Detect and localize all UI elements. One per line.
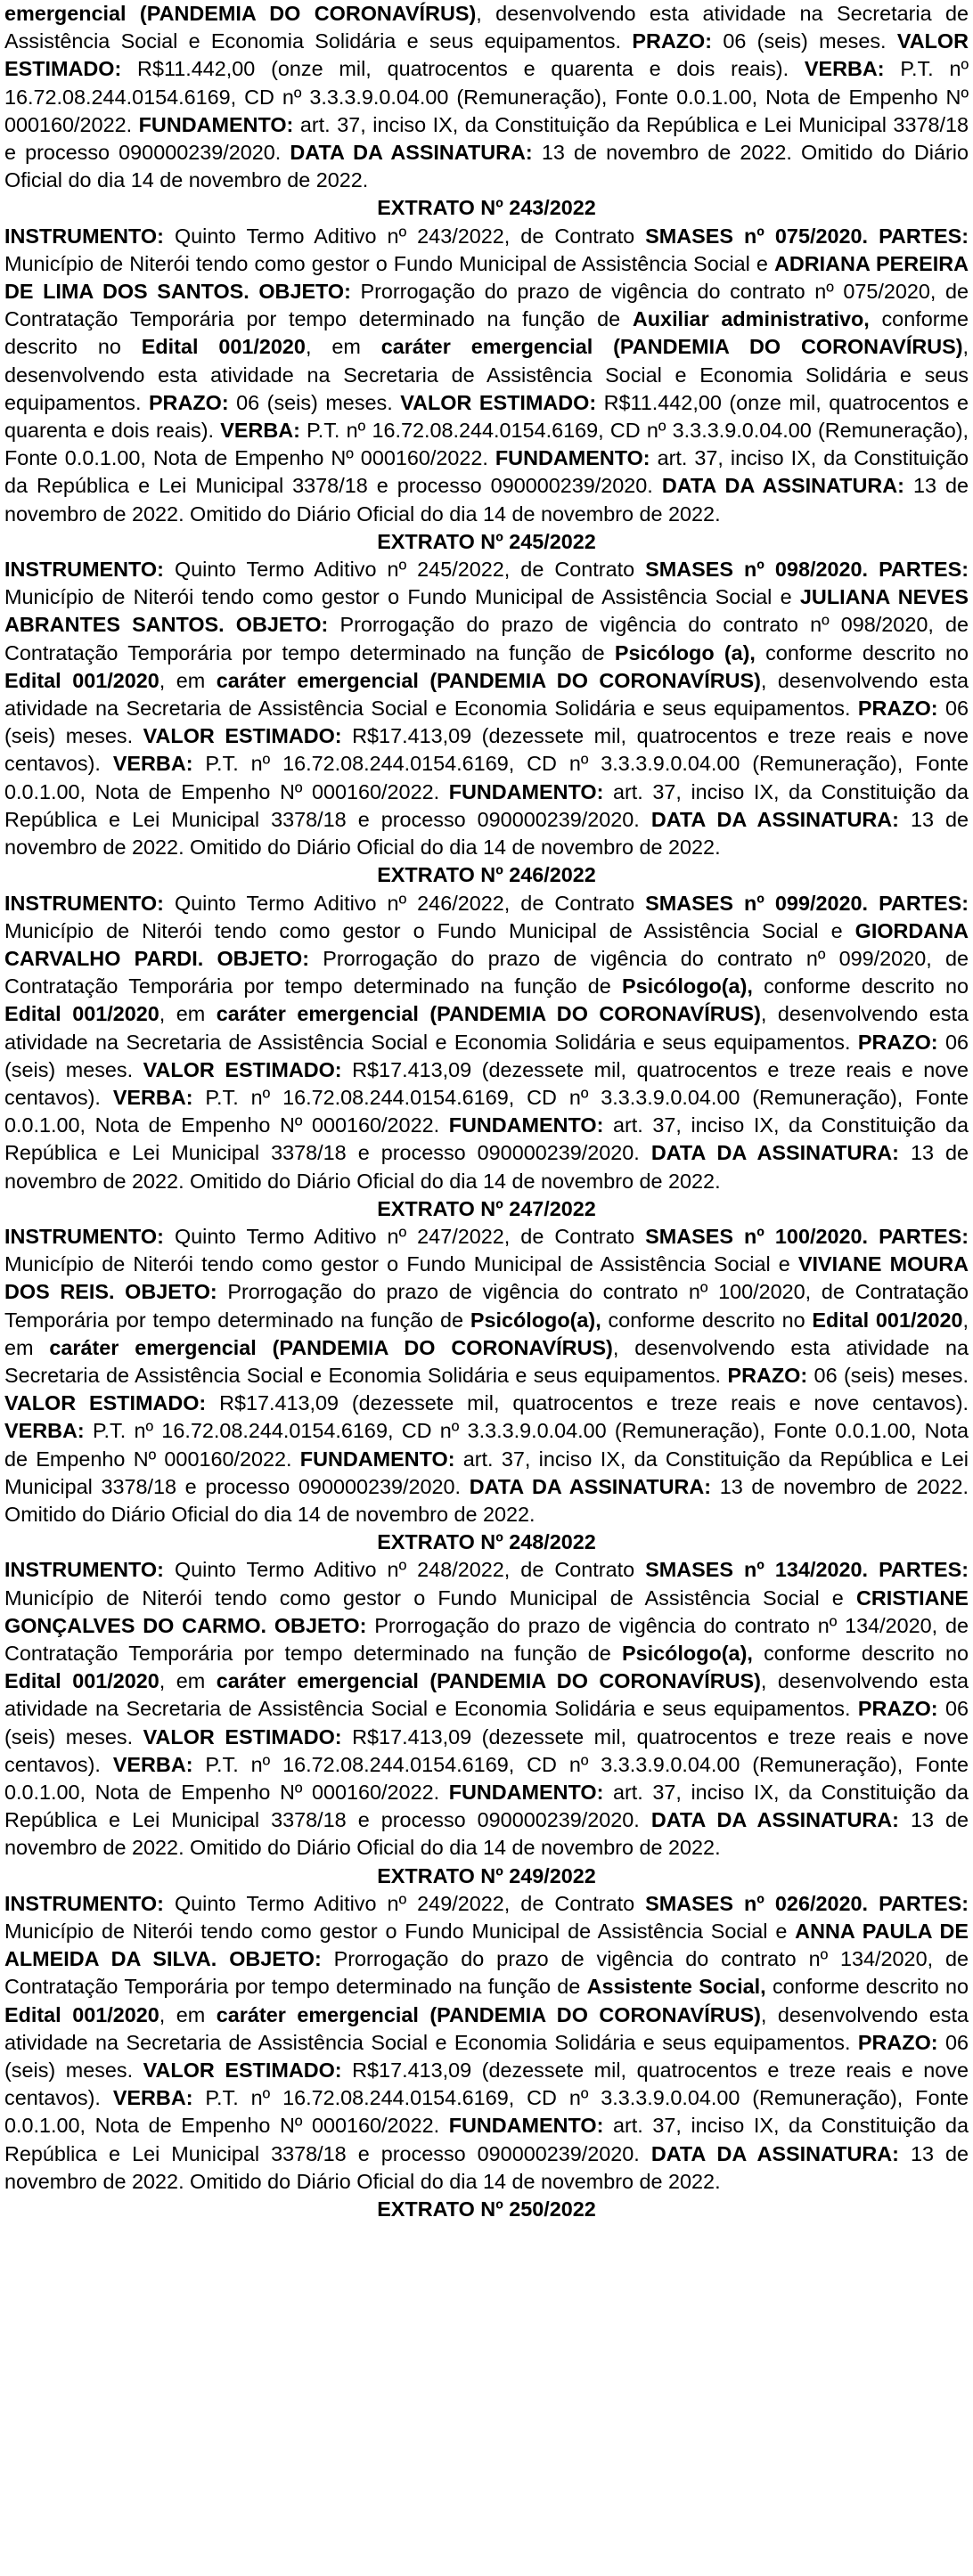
text-segment: , em (4, 1308, 969, 1359)
text-segment: , desenvolvendo esta atividade na Secretaria de Assistência Social e Economia Solidária e seus equipamentos. (4, 668, 969, 721)
extrato-body (4, 1223, 969, 1528)
extrato-title: EXTRATO Nº 250/2022 (377, 2197, 596, 2221)
bold-text-segment: VERBA: (112, 1752, 193, 1776)
bold-text-segment: Assistente Social, (586, 1975, 766, 1999)
text-segment: Quinto Termo Aditivo nº 243/2022, de Contrato (163, 224, 646, 248)
text-segment (868, 1225, 879, 1248)
text-segment: Prorrogação do prazo de vigência do contrato nº 134/2020, de Contratação Temporária por tempo determinado na função de (4, 1613, 969, 1665)
bold-text-segment: VERBA: (220, 419, 300, 443)
bold-text-segment: DATA DA ASSINATURA: (650, 1808, 899, 1832)
text-segment: conforme descrito no (752, 974, 969, 999)
bold-text-segment: Edital 001/2020 (4, 2002, 159, 2026)
text-segment (868, 892, 879, 915)
extrato-body (4, 1890, 969, 2196)
bold-text-segment: VERBA: (4, 1419, 85, 1443)
lead-paragraph (4, 0, 969, 194)
bold-text-segment: ANNA PAULA DE ALMEIDA DA SILVA. OBJETO: (4, 1920, 969, 1971)
bold-text-segment: caráter emergencial (PANDEMIA DO CORONAVÍRUS) (216, 1669, 761, 1693)
text-segment: Município de Niterói tendo como gestor o Fundo Municipal de Assistência Social e (4, 1920, 796, 1944)
text-segment: R$17.413,09 (dezessete mil, quatrocentos e treze reais e nove centavos). (206, 1391, 969, 1415)
text-segment: Prorrogação do prazo de vigência do contrato nº 098/2020, de Contratação Temporária por tempo determinado na função de (4, 613, 969, 664)
bold-text-segment: FUNDAMENTO: (448, 2114, 604, 2138)
text-segment: conforme descrito no (752, 1641, 969, 1665)
bold-text-segment: CRISTIANE GONÇALVES DO CARMO. OBJETO: (4, 1586, 969, 1637)
extrato-body (4, 556, 969, 861)
bold-text-segment: VIVIANE MOURA DOS REIS. OBJETO: (4, 1252, 969, 1304)
text-segment (868, 1558, 879, 1581)
extrato-body (4, 1556, 969, 1862)
bold-text-segment: PRAZO: (857, 697, 938, 721)
extrato-body (4, 223, 969, 528)
bold-text-segment: VALOR ESTIMADO: (4, 29, 969, 81)
extrato-title: EXTRATO Nº 249/2022 (377, 1863, 596, 1887)
bold-text-segment: INSTRUMENTO: (4, 558, 164, 582)
extratos-list (4, 194, 969, 2196)
bold-text-segment: PRAZO: (857, 2030, 938, 2054)
bold-text-segment: INSTRUMENTO: (4, 1891, 164, 1915)
bold-text-segment: GIORDANA CARVALHO PARDI. OBJETO: (4, 918, 969, 970)
text-segment: Município de Niterói tendo como gestor o Fundo Municipal de Assistência Social e (4, 585, 800, 609)
text-segment: , desenvolvendo esta atividade na Secretaria de Assistência Social e Economia Solidária e seus equipamentos. (4, 335, 969, 414)
text-segment: P.T. nº 16.72.08.244.0154.6169, CD nº 3.3.3.9.0.04.00 (Remuneração), Fonte 0.0.1.00, Nota de Empenho Nº 000160/2022. (4, 2086, 969, 2138)
text-segment: 06 (seis) meses. (228, 390, 401, 414)
bold-text-segment: Edital 001/2020 (812, 1308, 963, 1332)
text-segment: Município de Niterói tendo como gestor o Fundo Municipal de Assistência Social e (4, 1252, 798, 1276)
bold-text-segment: PRAZO: (857, 1697, 938, 1721)
text-segment (868, 558, 879, 581)
bold-text-segment: PRAZO: (857, 1030, 938, 1054)
text-segment: , desenvolvendo esta atividade na Secretaria de Assistência Social e Economia Solidária e seus equipamentos. (4, 1002, 969, 1054)
text-segment: , desenvolvendo esta atividade na Secretaria de Assistência Social e Economia Solidária e seus equipamentos. (4, 2, 969, 53)
bold-text-segment: VALOR ESTIMADO: (4, 1391, 207, 1415)
bold-text-segment: Edital 001/2020 (4, 668, 159, 692)
bold-text-segment: Edital 001/2020 (141, 335, 306, 359)
bold-text-segment: Auxiliar administrativo, (632, 307, 870, 331)
text-segment: 06 (seis) meses. (712, 29, 897, 53)
bold-text-segment: FUNDAMENTO: (448, 1781, 604, 1804)
text-segment: art. 37, inciso IX, da Constituição da República e Lei Municipal 3378/18 e processo 090000239/2020. (4, 1781, 969, 1832)
text-segment: 13 de novembro de 2022. Omitido do Diário Oficial do dia 14 de novembro de 2022. (4, 2141, 969, 2193)
text-segment: P.T. nº 16.72.08.244.0154.6169, CD nº 3.3.3.9.0.04.00 (Remuneração), Fonte 0.0.1.00, Nota de Empenho Nº 000160/2022. (4, 419, 969, 470)
bold-text-segment: SMASES nº 099/2020. (645, 891, 868, 915)
bold-text-segment: PARTES: (879, 1891, 969, 1915)
text-segment: Prorrogação do prazo de vigência do contrato nº 099/2020, de Contratação Temporária por tempo determinado na função de (4, 946, 969, 999)
bold-text-segment: PARTES: (879, 1558, 969, 1582)
text-segment: Prorrogação do prazo de vigência do contrato nº 075/2020, de Contratação Temporária por tempo determinado na função de (4, 280, 969, 331)
bold-text-segment: Psicólogo(a), (622, 974, 753, 999)
text-segment: Município de Niterói tendo como gestor o Fundo Municipal de Assistência Social e (4, 918, 855, 942)
text-segment: , desenvolvendo esta atividade na Secretaria de Assistência Social e Economia Solidária e seus equipamentos. (4, 1335, 969, 1387)
bold-text-segment: VALOR ESTIMADO: (143, 2058, 342, 2083)
text-segment: 06 (seis) meses. (4, 1697, 969, 1749)
bold-text-segment: INSTRUMENTO: (4, 1558, 164, 1582)
text-segment: 13 de novembro de 2022. Omitido do Diário Oficial do dia 14 de novembro de 2022. (4, 141, 969, 192)
text-segment: art. 37, inciso IX, da Constituição da República e Lei Municipal 3378/18 e processo 090000239/2020. (4, 446, 969, 498)
text-segment: conforme descrito no (4, 307, 969, 359)
text-segment: R$11.442,00 (onze mil, quatrocentos e quarenta e dois reais). (121, 57, 805, 81)
bold-text-segment: VERBA: (112, 2086, 193, 2110)
text-segment: P.T. nº 16.72.08.244.0154.6169, CD nº 3.3.3.9.0.04.00 (Remuneração), Fonte 0.0.1.00, Nota de Empenho Nº 000160/2022. (4, 57, 969, 136)
extrato-body (4, 890, 969, 1195)
bold-text-segment: caráter emergencial (PANDEMIA DO CORONAVÍRUS) (216, 1002, 761, 1026)
text-segment: P.T. nº 16.72.08.244.0154.6169, CD nº 3.3.3.9.0.04.00 (Remuneração), Fonte 0.0.1.00, Nota de Empenho Nº 000160/2022. (4, 1085, 969, 1137)
bold-text-segment: INSTRUMENTO: (4, 891, 164, 915)
text-segment: 06 (seis) meses. (4, 1030, 969, 1081)
bold-text-segment: DATA DA ASSINATURA: (661, 474, 904, 498)
text-segment: P.T. nº 16.72.08.244.0154.6169, CD nº 3.3.3.9.0.04.00 (Remuneração), Fonte 0.0.1.00, Nota de Empenho Nº 000160/2022. (4, 1419, 969, 1471)
text-segment: conforme descrito no (765, 1975, 969, 1999)
text-segment: 13 de novembro de 2022. Omitido do Diário Oficial do dia 14 de novembro de 2022. (4, 1474, 969, 1526)
text-segment: , em (159, 668, 217, 692)
text-segment: 13 de novembro de 2022. Omitido do Diário Oficial do dia 14 de novembro de 2022. (4, 1141, 969, 1193)
bold-text-segment: emergencial (PANDEMIA DO CORONAVÍRUS) (4, 2, 477, 25)
bold-text-segment: PRAZO: (632, 29, 713, 53)
text-segment: R$11.442,00 (onze mil, quatrocentos e quarenta e dois reais). (4, 390, 969, 443)
bold-text-segment: Edital 001/2020 (4, 1002, 159, 1026)
bold-text-segment: Psicólogo (a), (614, 640, 756, 664)
text-segment: Município de Niterói tendo como gestor o Fundo Municipal de Assistência Social e (4, 251, 774, 275)
bold-text-segment: SMASES nº 098/2020. (645, 558, 868, 582)
bold-text-segment: FUNDAMENTO: (138, 112, 294, 136)
text-segment: Quinto Termo Aditivo nº 245/2022, de Contrato (163, 558, 646, 582)
bold-text-segment: FUNDAMENTO: (448, 1113, 604, 1137)
bold-text-segment: caráter emergencial (PANDEMIA DO CORONAVÍRUS) (380, 335, 963, 359)
text-segment: R$17.413,09 (dezessete mil, quatrocentos e treze reais e nove centavos). (4, 724, 969, 776)
bold-text-segment: JULIANA NEVES ABRANTES SANTOS. OBJETO: (4, 585, 969, 637)
text-segment: 06 (seis) meses. (807, 1363, 969, 1387)
extrato-title: EXTRATO Nº 246/2022 (377, 863, 596, 887)
text-segment: 13 de novembro de 2022. Omitido do Diário Oficial do dia 14 de novembro de 2022. (4, 474, 969, 526)
bold-text-segment: FUNDAMENTO: (448, 779, 604, 803)
bold-text-segment: Psicólogo(a), (622, 1641, 753, 1665)
text-segment: P.T. nº 16.72.08.244.0154.6169, CD nº 3.3.3.9.0.04.00 (Remuneração), Fonte 0.0.1.00, Nota de Empenho Nº 000160/2022. (4, 752, 969, 803)
text-segment: , em (159, 1002, 217, 1026)
text-segment (868, 224, 879, 248)
text-segment: Prorrogação do prazo de vigência do contrato nº 100/2020, de Contratação Temporária por tempo determinado na função de (4, 1280, 969, 1332)
text-segment: 06 (seis) meses. (4, 697, 969, 748)
text-segment: 06 (seis) meses. (4, 2030, 969, 2083)
bold-text-segment: FUNDAMENTO: (495, 446, 650, 470)
bold-text-segment: caráter emergencial (PANDEMIA DO CORONAVÍRUS) (216, 2002, 761, 2026)
text-segment: art. 37, inciso IX, da Constituição da República e Lei Municipal 3378/18 e processo 090000239/2020. (4, 1113, 969, 1165)
bold-text-segment: Psicólogo(a), (470, 1308, 601, 1332)
bold-text-segment: DATA DA ASSINATURA: (290, 141, 533, 165)
text-segment: Quinto Termo Aditivo nº 246/2022, de Contrato (163, 891, 646, 915)
text-segment: R$17.413,09 (dezessete mil, quatrocentos e treze reais e nove centavos). (4, 1724, 969, 1776)
text-segment: P.T. nº 16.72.08.244.0154.6169, CD nº 3.3.3.9.0.04.00 (Remuneração), Fonte 0.0.1.00, Nota de Empenho Nº 000160/2022. (4, 1752, 969, 1804)
text-segment: art. 37, inciso IX, da Constituição da República e Lei Municipal 3378/18 e processo 090000239/2020. (4, 779, 969, 831)
bold-text-segment: SMASES nº 026/2020. (645, 1891, 868, 1915)
text-segment: conforme descrito no (601, 1308, 813, 1332)
bold-text-segment: PARTES: (879, 558, 969, 582)
text-segment: Município de Niterói tendo como gestor o Fundo Municipal de Assistência Social e (4, 1586, 856, 1610)
bold-text-segment: SMASES nº 100/2020. (645, 1224, 868, 1248)
bold-text-segment: INSTRUMENTO: (4, 1224, 164, 1248)
bold-text-segment: Edital 001/2020 (4, 1669, 159, 1693)
text-segment (868, 1892, 879, 1915)
bold-text-segment: DATA DA ASSINATURA: (650, 807, 899, 831)
text-segment: , desenvolvendo esta atividade na Secretaria de Assistência Social e Economia Solidária e seus equipamentos. (4, 1669, 969, 1721)
bold-text-segment: VALOR ESTIMADO: (143, 1724, 342, 1749)
text-segment: Quinto Termo Aditivo nº 247/2022, de Contrato (163, 1224, 646, 1248)
text-segment: , desenvolvendo esta atividade na Secretaria de Assistência Social e Economia Solidária e seus equipamentos. (4, 2002, 969, 2054)
bold-text-segment: FUNDAMENTO: (299, 1447, 455, 1471)
text-segment: , em (305, 335, 381, 359)
bold-text-segment: VERBA: (804, 57, 885, 81)
text-segment: Prorrogação do prazo de vigência do contrato nº 134/2020, de Contratação Temporária por tempo determinado na função de (4, 1947, 969, 1999)
text-segment: art. 37, inciso IX, da Constituição da República e Lei Municipal 3378/18 e processo 090000239/2020. (4, 112, 969, 165)
bold-text-segment: PRAZO: (148, 390, 229, 414)
text-segment: R$17.413,09 (dezessete mil, quatrocentos e treze reais e nove centavos). (4, 1057, 969, 1109)
extrato-title: EXTRATO Nº 248/2022 (377, 1530, 596, 1554)
bold-text-segment: SMASES nº 134/2020. (645, 1558, 868, 1582)
text-segment: conforme descrito no (755, 640, 969, 664)
text-segment: Quinto Termo Aditivo nº 248/2022, de Contrato (163, 1558, 646, 1582)
text-segment: 13 de novembro de 2022. Omitido do Diário Oficial do dia 14 de novembro de 2022. (4, 807, 969, 860)
bold-text-segment: caráter emergencial (PANDEMIA DO CORONAVÍRUS) (49, 1335, 613, 1359)
extrato-title: EXTRATO Nº 247/2022 (377, 1196, 596, 1220)
bold-text-segment: VERBA: (112, 1085, 193, 1109)
text-segment: 13 de novembro de 2022. Omitido do Diário Oficial do dia 14 de novembro de 2022. (4, 1808, 969, 1860)
bold-text-segment: caráter emergencial (PANDEMIA DO CORONAVÍRUS) (216, 668, 761, 692)
bold-text-segment: SMASES nº 075/2020. (645, 224, 868, 248)
bold-text-segment: VERBA: (112, 752, 193, 776)
bold-text-segment: PARTES: (879, 891, 969, 915)
text-segment: art. 37, inciso IX, da Constituição da República e Lei Municipal 3378/18 e processo 090000239/2020. (4, 2114, 969, 2165)
bold-text-segment: PARTES: (879, 1224, 969, 1248)
bold-text-segment: VALOR ESTIMADO: (143, 1057, 342, 1081)
text-segment: R$17.413,09 (dezessete mil, quatrocentos e treze reais e nove centavos). (4, 2058, 969, 2110)
text-segment: , em (159, 2002, 217, 2026)
text-segment: art. 37, inciso IX, da Constituição da República e Lei Municipal 3378/18 e processo 090000239/2020. (4, 1447, 969, 1498)
bold-text-segment: VALOR ESTIMADO: (400, 390, 597, 414)
bold-text-segment: PARTES: (879, 224, 969, 248)
bold-text-segment: ADRIANA PEREIRA DE LIMA DOS SANTOS. OBJETO: (4, 251, 969, 304)
bold-text-segment: DATA DA ASSINATURA: (469, 1474, 712, 1498)
bold-text-segment: DATA DA ASSINATURA: (650, 1141, 899, 1165)
text-segment: , em (159, 1669, 217, 1693)
bold-text-segment: PRAZO: (727, 1363, 808, 1387)
bold-text-segment: VALOR ESTIMADO: (143, 724, 342, 748)
extrato-title: EXTRATO Nº 245/2022 (377, 529, 596, 553)
bold-text-segment: DATA DA ASSINATURA: (650, 2141, 899, 2165)
extrato-title: EXTRATO Nº 243/2022 (377, 196, 596, 220)
bold-text-segment: INSTRUMENTO: (4, 224, 164, 248)
text-segment: Quinto Termo Aditivo nº 249/2022, de Contrato (163, 1891, 646, 1915)
